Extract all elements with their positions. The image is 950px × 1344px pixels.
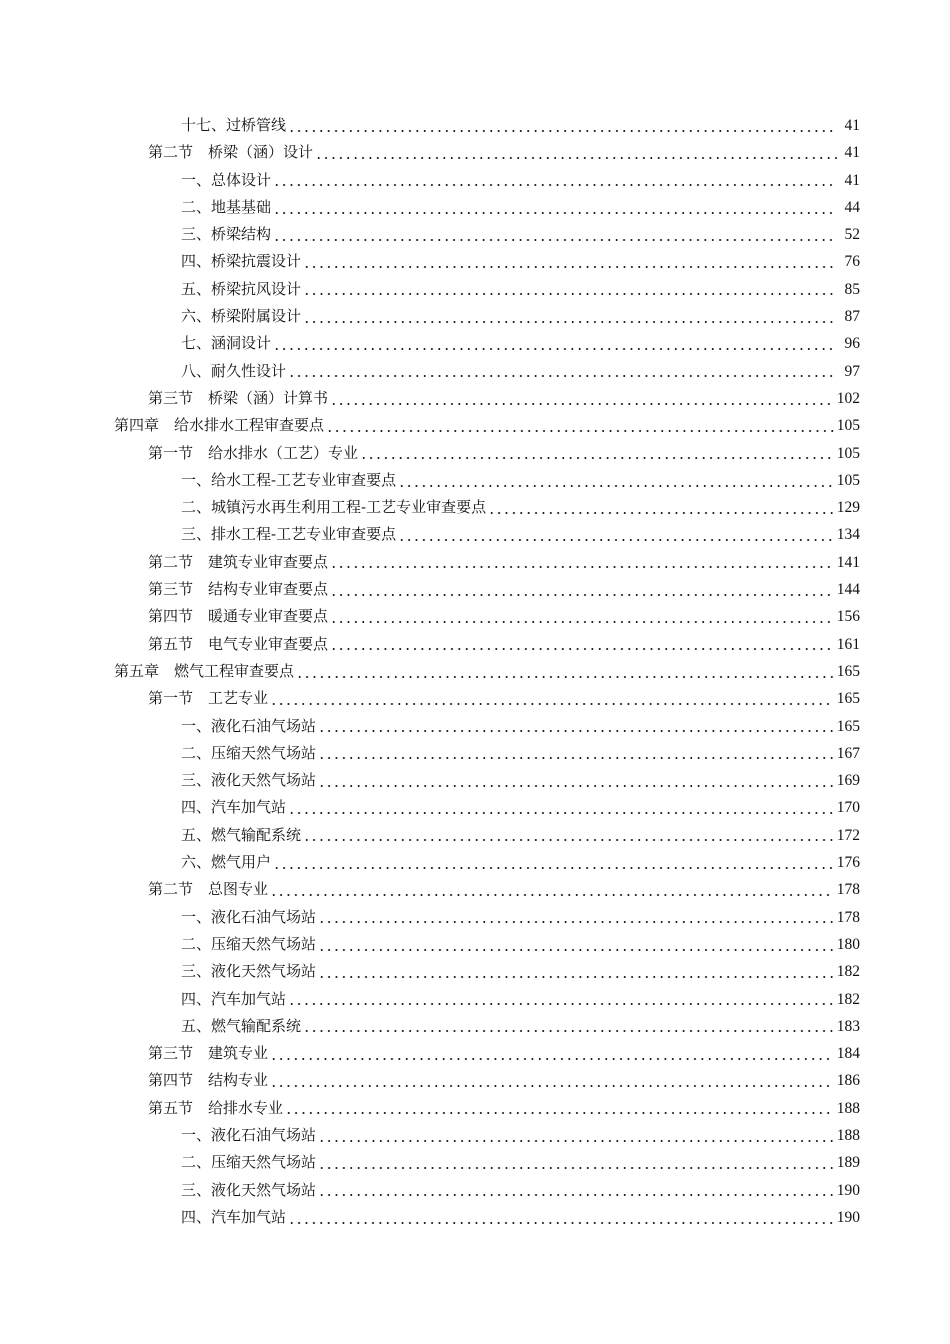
toc-entry-title: 第四章 给水排水工程审查要点: [114, 412, 325, 439]
toc-page-number: 172: [836, 826, 860, 844]
toc-entry[interactable]: [0, 221, 950, 248]
dot-leader: [318, 948, 834, 952]
toc-entry[interactable]: [0, 1204, 950, 1231]
toc-entry[interactable]: [0, 1122, 950, 1149]
dot-leader: [318, 1166, 834, 1170]
dot-leader: [318, 756, 834, 760]
toc-entry[interactable]: [0, 330, 950, 357]
toc-page-number: 96: [844, 335, 860, 353]
toc-entry-title: 第五节 电气专业审查要点: [148, 631, 329, 658]
toc-entry[interactable]: [0, 631, 950, 658]
dot-leader: [288, 1002, 834, 1006]
toc-entry[interactable]: [0, 1067, 950, 1094]
toc-entry-title: 三、液化天然气场站: [181, 767, 317, 794]
dot-leader: [330, 593, 834, 597]
toc-entry[interactable]: [0, 1149, 950, 1176]
dot-leader: [273, 211, 837, 215]
toc-page-number: 41: [844, 144, 860, 162]
toc-entry-title: 五、桥梁抗风设计: [181, 276, 302, 303]
dot-leader: [318, 1193, 834, 1197]
toc-entry[interactable]: [0, 167, 950, 194]
dot-leader: [330, 402, 834, 406]
toc-entry-title: 四、汽车加气站: [181, 794, 287, 821]
toc-entry[interactable]: [0, 658, 950, 685]
dot-leader: [318, 920, 834, 924]
toc-page-number: 105: [836, 417, 860, 435]
toc-entry[interactable]: [0, 358, 950, 385]
toc-entry[interactable]: [0, 904, 950, 931]
toc-page-number: 52: [844, 226, 860, 244]
dot-leader: [330, 565, 834, 569]
dot-leader: [318, 729, 834, 733]
toc-page-number: 97: [844, 362, 860, 380]
toc-entry[interactable]: [0, 713, 950, 740]
dot-leader: [303, 1029, 834, 1033]
toc-entry-title: 第一节 给水排水（工艺）专业: [148, 440, 359, 467]
toc-entry[interactable]: [0, 194, 950, 221]
dot-leader: [303, 265, 837, 269]
dot-leader: [270, 1084, 834, 1088]
toc-page-number: 102: [836, 389, 860, 407]
dot-leader: [288, 374, 837, 378]
toc-entry-title: 第三节 结构专业审查要点: [148, 576, 329, 603]
toc-entry-title: 三、液化天然气场站: [181, 1177, 317, 1204]
toc-page-number: 169: [836, 772, 860, 790]
toc-entry[interactable]: [0, 248, 950, 275]
toc-entry[interactable]: [0, 876, 950, 903]
toc-entry[interactable]: [0, 794, 950, 821]
toc-entry[interactable]: [0, 740, 950, 767]
dot-leader: [303, 838, 834, 842]
toc-page-number: 188: [836, 1126, 860, 1144]
toc-entry-title: 第二节 建筑专业审查要点: [148, 549, 329, 576]
dot-leader: [270, 893, 834, 897]
dot-leader: [288, 129, 837, 133]
toc-entry[interactable]: [0, 986, 950, 1013]
toc-entry[interactable]: [0, 276, 950, 303]
toc-page-number: 165: [836, 717, 860, 735]
dot-leader: [303, 292, 837, 296]
toc-entry-title: 二、压缩天然气场站: [181, 740, 317, 767]
toc-entry-title: 四、汽车加气站: [181, 986, 287, 1013]
toc-page-number: 184: [836, 1045, 860, 1063]
toc-entry[interactable]: [0, 1177, 950, 1204]
toc-entry[interactable]: [0, 822, 950, 849]
dot-leader: [303, 320, 837, 324]
toc-page-number: 161: [836, 635, 860, 653]
dot-leader: [488, 511, 834, 515]
dot-leader: [273, 238, 837, 242]
toc-entry-title: 第五节 给排水专业: [148, 1095, 284, 1122]
toc-entry-title: 十七、过桥管线: [181, 112, 287, 139]
toc-entry-title: 二、压缩天然气场站: [181, 931, 317, 958]
toc-entry-title: 一、给水工程-工艺专业审查要点: [181, 467, 397, 494]
dot-leader: [330, 620, 834, 624]
toc-entry[interactable]: [0, 549, 950, 576]
dot-leader: [273, 183, 837, 187]
toc-entry-title: 三、桥梁结构: [181, 221, 272, 248]
toc-page-number: 105: [836, 471, 860, 489]
toc-entry[interactable]: [0, 440, 950, 467]
toc-page-number: 76: [844, 253, 860, 271]
toc-page-number: 165: [836, 690, 860, 708]
toc-entry-title: 第四节 暖通专业审查要点: [148, 603, 329, 630]
dot-leader: [318, 1139, 834, 1143]
toc-entry-title: 第三节 建筑专业: [148, 1040, 269, 1067]
dot-leader: [330, 647, 834, 651]
toc-entry[interactable]: [0, 112, 950, 139]
dot-leader: [398, 538, 834, 542]
toc-entry[interactable]: [0, 1013, 950, 1040]
toc-entry-title: 四、汽车加气站: [181, 1204, 287, 1231]
dot-leader: [270, 702, 834, 706]
toc-entry-title: 七、涵洞设计: [181, 330, 272, 357]
dot-leader: [288, 811, 834, 815]
toc-entry-title: 第二节 桥梁（涵）设计: [148, 139, 314, 166]
dot-leader: [273, 866, 834, 870]
toc-entry-title: 八、耐久性设计: [181, 358, 287, 385]
toc-page-number: 178: [836, 908, 860, 926]
toc-page-number: 167: [836, 744, 860, 762]
dot-leader: [273, 347, 837, 351]
dot-leader: [326, 429, 834, 433]
toc-entry[interactable]: [0, 767, 950, 794]
toc-entry[interactable]: [0, 1040, 950, 1067]
toc-entry-title: 一、液化石油气场站: [181, 904, 317, 931]
toc-page-number: 176: [836, 854, 860, 872]
toc-page-number: 178: [836, 881, 860, 899]
toc-page-number: 41: [844, 171, 860, 189]
toc-entry-title: 六、燃气用户: [181, 849, 272, 876]
toc-entry-title: 第五章 燃气工程审查要点: [114, 658, 295, 685]
toc-entry-title: 三、排水工程-工艺专业审查要点: [181, 521, 397, 548]
toc-page-number: 182: [836, 963, 860, 981]
toc-entry[interactable]: [0, 1095, 950, 1122]
toc-entry-title: 四、桥梁抗震设计: [181, 248, 302, 275]
toc-page-number: 183: [836, 1017, 860, 1035]
toc-entry-title: 二、地基基础: [181, 194, 272, 221]
dot-leader: [315, 156, 837, 160]
dot-leader: [296, 675, 834, 679]
toc-entry-title: 第一节 工艺专业: [148, 685, 269, 712]
toc-entry-title: 第四节 结构专业: [148, 1067, 269, 1094]
toc-entry-title: 五、燃气输配系统: [181, 822, 302, 849]
toc-entry[interactable]: [0, 303, 950, 330]
dot-leader: [318, 784, 834, 788]
toc-entry[interactable]: [0, 576, 950, 603]
toc-entry-title: 三、液化天然气场站: [181, 958, 317, 985]
toc-entry[interactable]: [0, 685, 950, 712]
toc-entry-title: 五、燃气输配系统: [181, 1013, 302, 1040]
toc-entry[interactable]: [0, 494, 950, 521]
toc-page-number: 182: [836, 990, 860, 1008]
toc-page-number: 188: [836, 1099, 860, 1117]
dot-leader: [318, 975, 834, 979]
dot-leader: [398, 484, 834, 488]
toc-page-number: 190: [836, 1181, 860, 1199]
toc-entry-title: 一、液化石油气场站: [181, 713, 317, 740]
toc-page-number: 129: [836, 499, 860, 517]
toc-page-number: 134: [836, 526, 860, 544]
toc-entry-title: 第二节 总图专业: [148, 876, 269, 903]
toc-entry-title: 二、压缩天然气场站: [181, 1149, 317, 1176]
toc-entry[interactable]: [0, 603, 950, 630]
toc-page-number: 170: [836, 799, 860, 817]
table-of-contents: [0, 112, 950, 1231]
dot-leader: [270, 1057, 834, 1061]
toc-entry[interactable]: [0, 931, 950, 958]
toc-entry[interactable]: [0, 849, 950, 876]
toc-page-number: 189: [836, 1154, 860, 1172]
toc-entry[interactable]: [0, 139, 950, 166]
toc-page-number: 186: [836, 1072, 860, 1090]
toc-page-number: 144: [836, 581, 860, 599]
toc-entry-title: 一、液化石油气场站: [181, 1122, 317, 1149]
dot-leader: [360, 456, 834, 460]
toc-page-number: 105: [836, 444, 860, 462]
toc-entry-title: 六、桥梁附属设计: [181, 303, 302, 330]
toc-page-number: 180: [836, 935, 860, 953]
toc-entry[interactable]: [0, 385, 950, 412]
toc-page-number: 165: [836, 662, 860, 680]
toc-page-number: 156: [836, 608, 860, 626]
toc-entry-title: 一、总体设计: [181, 167, 272, 194]
toc-entry-title: 二、城镇污水再生利用工程-工艺专业审查要点: [181, 494, 487, 521]
toc-entry-title: 第三节 桥梁（涵）计算书: [148, 385, 329, 412]
toc-page-number: 44: [844, 198, 860, 216]
toc-page-number: 190: [836, 1208, 860, 1226]
toc-entry[interactable]: [0, 467, 950, 494]
toc-page-number: 41: [844, 117, 860, 134]
toc-entry[interactable]: [0, 412, 950, 439]
toc-entry[interactable]: [0, 958, 950, 985]
toc-page-number: 141: [836, 553, 860, 571]
dot-leader: [285, 1111, 834, 1115]
toc-page-number: 85: [844, 280, 860, 298]
toc-page-number: 87: [844, 308, 860, 326]
dot-leader: [288, 1221, 834, 1225]
toc-entry[interactable]: [0, 521, 950, 548]
